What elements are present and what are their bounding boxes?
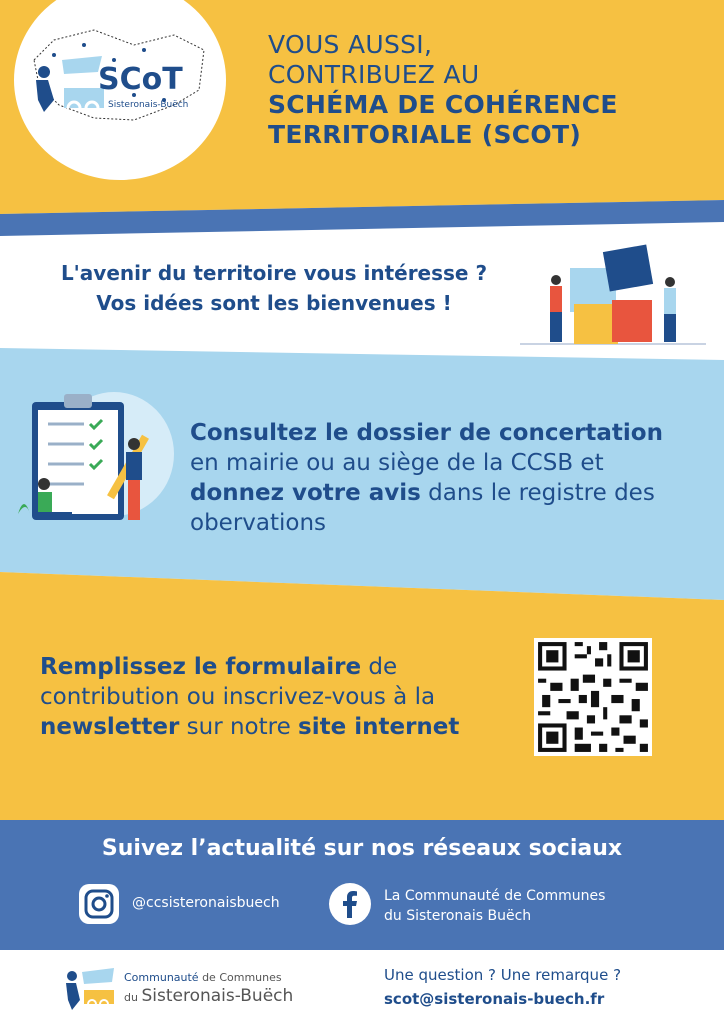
consult-line-2: en mairie ou au siège de la CCSB et [190, 450, 604, 476]
logo-scot-text: SCoT [98, 62, 183, 97]
form-bold-1: Remplissez le formulaire [40, 654, 362, 680]
form-text [40, 652, 510, 742]
title-line-3: SCHÉMA DE COHÉRENCE [268, 90, 618, 119]
facebook-line-2: du Sisteronais Buëch [384, 908, 532, 924]
page-title [268, 30, 708, 150]
instagram-icon[interactable] [78, 883, 120, 925]
ccsb-name-line-2 [124, 986, 293, 1006]
facebook-line-1: La Communauté de Communes [384, 888, 606, 904]
form-line-2: contribution ou inscrivez-vous à la [40, 684, 436, 710]
clipboard-illustration [14, 384, 186, 534]
logo-subtitle: Sisteronais-Buëch [108, 100, 189, 110]
ccsb-part2: de Communes [198, 971, 282, 984]
form-text-1: de [361, 654, 398, 680]
ccsb-logo-icon [62, 966, 120, 1012]
intro-line-2: Vos idées sont les bienvenues ! [96, 291, 452, 315]
facebook-label[interactable] [384, 886, 684, 926]
intro-text [24, 258, 524, 318]
form-text-3: sur notre [179, 714, 299, 740]
ccsb-name-line-1 [124, 971, 282, 984]
consult-bold-2: donnez votre avis [190, 480, 421, 506]
intro-line-1: L'avenir du territoire vous intéresse ? [60, 261, 488, 285]
form-bold-2[interactable]: newsletter [40, 714, 180, 740]
qr-code[interactable] [534, 638, 652, 756]
consult-text [190, 418, 710, 538]
ccsb-part1: Communauté [124, 971, 199, 984]
form-bold-3[interactable]: site internet [298, 714, 460, 740]
contact-email[interactable]: scot@sisteronais-buech.fr [384, 990, 605, 1008]
question-label: Une question ? Une remarque ? [384, 966, 622, 984]
consult-line-3: dans le registre des [420, 480, 655, 506]
title-line-2: CONTRIBUEZ AU [268, 60, 480, 89]
title-line-4: TERRITORIALE (SCOT) [268, 120, 582, 149]
social-title: Suivez l’actualité sur nos réseaux sociaux [101, 836, 623, 861]
puzzle-illustration [520, 238, 710, 350]
title-line-1: VOUS AUSSI, [268, 30, 433, 59]
consult-line-4: obervations [190, 510, 327, 536]
ccsb-du: du [124, 991, 142, 1004]
instagram-handle[interactable]: @ccsisteronaisbuech [132, 895, 280, 911]
consult-bold-1: Consultez le dossier de concertation [190, 420, 663, 446]
ccsb-name: Sisteronais-Buëch [141, 986, 294, 1006]
facebook-icon[interactable] [328, 882, 372, 926]
